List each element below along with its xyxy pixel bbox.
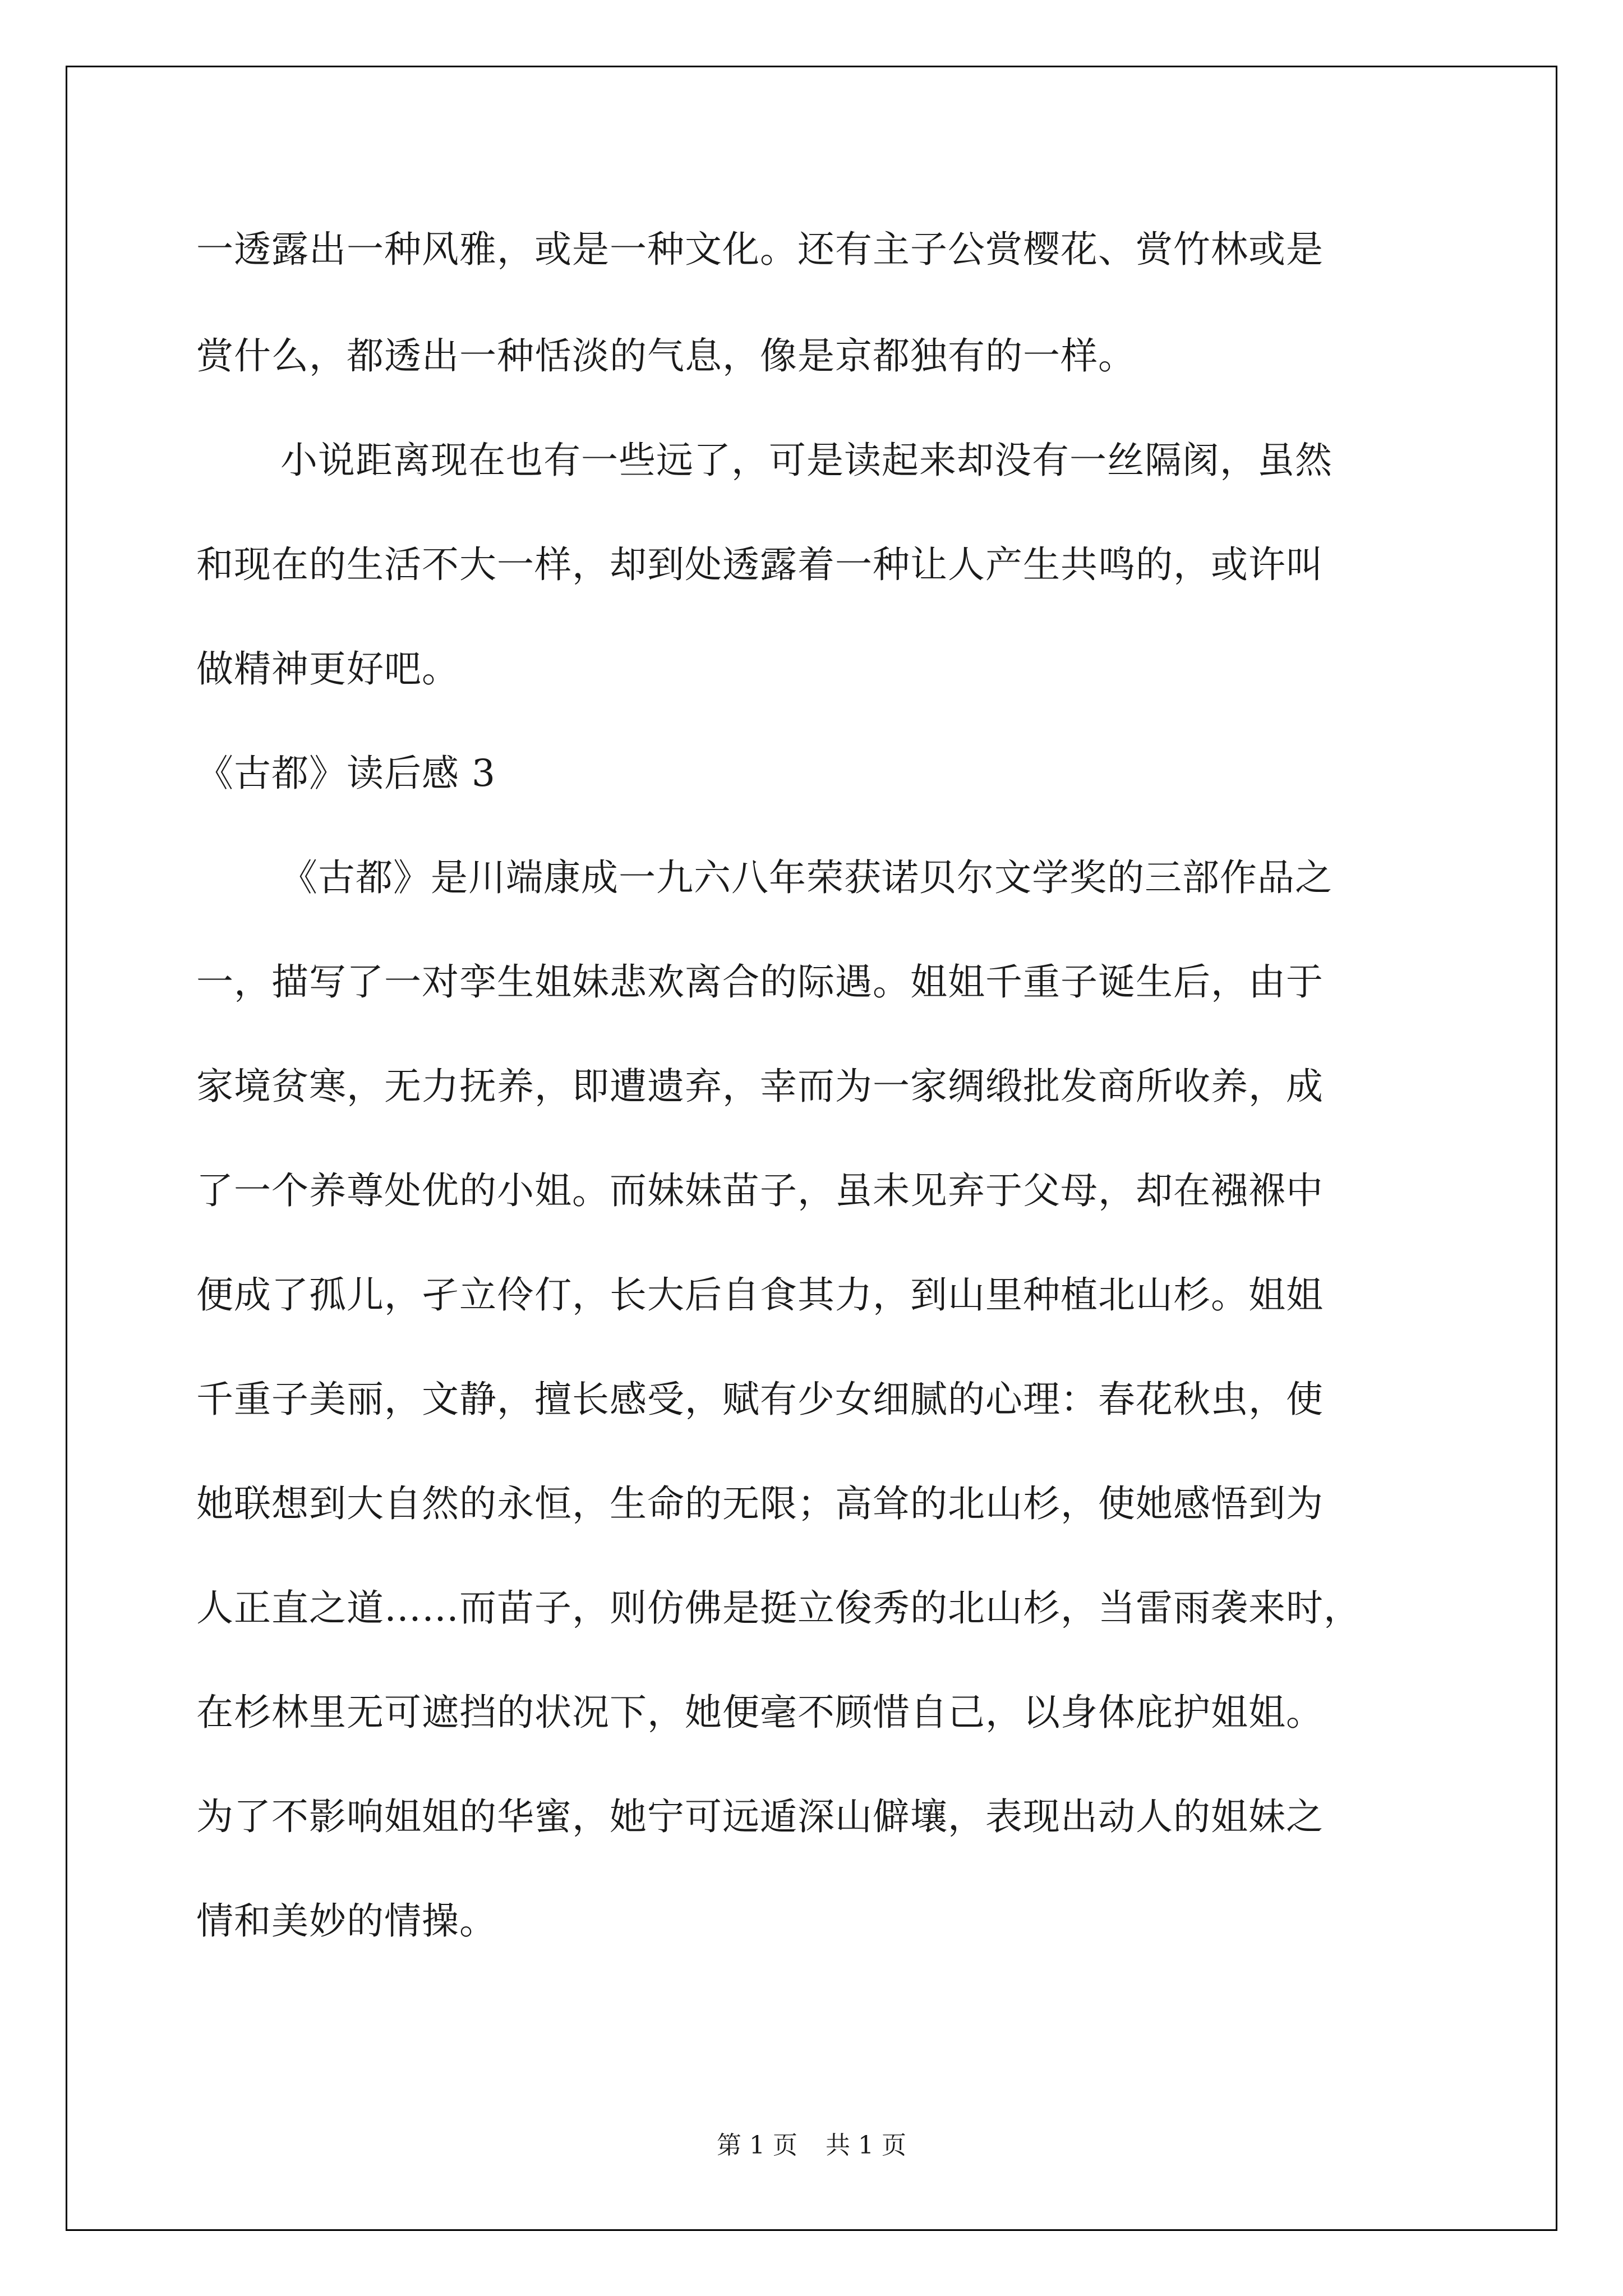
text-line-17: 情和美妙的情操。 bbox=[196, 1899, 497, 1943]
page-total-label: 共 1 页 bbox=[826, 2131, 906, 2160]
text-line-15: 在杉林里无可遮挡的状况下，她便毫不顾惜自己，以身体庇护姐姐。 bbox=[196, 1691, 1324, 1734]
text-line-7: 《古都》是川端康成一九六八年荣获诺贝尔文学奖的三部作品之 bbox=[280, 856, 1332, 899]
text-line-2: 赏什么，都透出一种恬淡的气息，像是京都独有的一样。 bbox=[196, 334, 1136, 378]
page-footer bbox=[0, 2129, 1623, 2162]
section-heading: 《古都》读后感 3 bbox=[196, 752, 496, 795]
text-line-1: 一透露出一种风雅，或是一种文化。还有主子公赏樱花、赏竹林或是 bbox=[196, 228, 1324, 271]
text-line-16: 为了不影响姐姐的华蜜，她宁可远遁深山僻壤，表现出动人的姐妹之 bbox=[196, 1795, 1324, 1838]
text-line-9: 家境贫寒，无力抚养，即遭遗弃，幸而为一家绸缎批发商所收养，成 bbox=[196, 1065, 1324, 1108]
text-line-12: 千重子美丽，文静，擅长感受，赋有少女细腻的心理：春花秋虫，使 bbox=[196, 1378, 1324, 1421]
page-number-label: 第 1 页 bbox=[717, 2131, 797, 2160]
text-line-5: 做精神更好吧。 bbox=[196, 647, 459, 691]
text-line-4: 和现在的生活不大一样，却到处透露着一种让人产生共鸣的，或许叫 bbox=[196, 543, 1324, 586]
text-line-8: 一，描写了一对孪生姐妹悲欢离合的际遇。姐姐千重子诞生后，由于 bbox=[196, 960, 1324, 1004]
text-line-13: 她联想到大自然的永恒，生命的无限；高耸的北山杉，使她感悟到为 bbox=[196, 1482, 1324, 1525]
text-line-11: 便成了孤儿，孑立伶仃，长大后自食其力，到山里种植北山杉。姐姐 bbox=[196, 1273, 1324, 1317]
text-line-14: 人正直之道……而苗子，则仿佛是挺立俊秀的北山杉，当雷雨袭来时， bbox=[196, 1586, 1361, 1630]
document-body bbox=[196, 213, 1441, 1989]
text-line-3: 小说距离现在也有一些远了，可是读起来却没有一丝隔阂，虽然 bbox=[280, 439, 1332, 482]
text-line-10: 了一个养尊处优的小姐。而妹妹苗子，虽未见弃于父母，却在襁褓中 bbox=[196, 1169, 1324, 1212]
